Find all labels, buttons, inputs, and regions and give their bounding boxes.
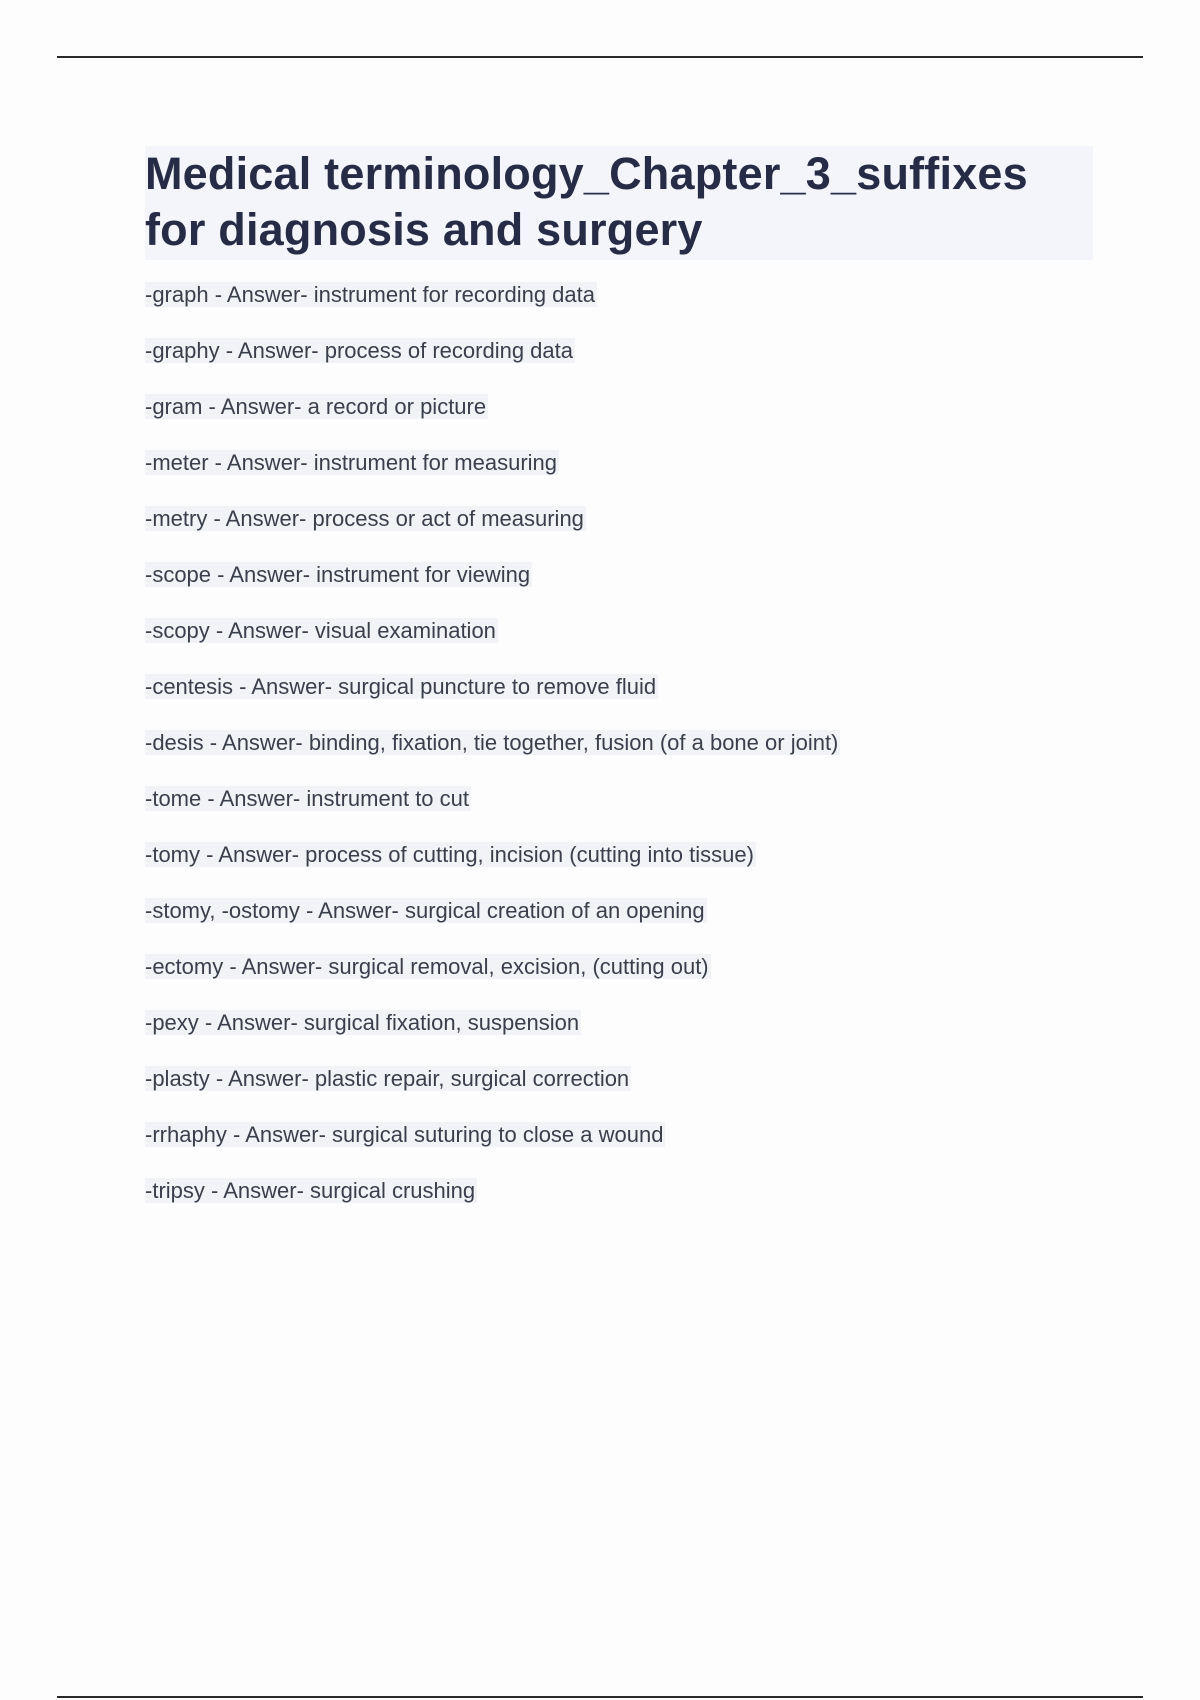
document-title: Medical terminology_Chapter_3_suffixes for diagnosis and surgery bbox=[145, 146, 1093, 260]
list-item bbox=[145, 952, 1093, 1008]
list-item bbox=[145, 616, 1093, 672]
term-definition: -tome - Answer- instrument to cut bbox=[145, 786, 469, 811]
list-item bbox=[145, 1120, 1093, 1176]
term-definition: -desis - Answer- binding, fixation, tie together, fusion (of a bone or joint) bbox=[145, 730, 839, 755]
top-divider bbox=[57, 56, 1143, 58]
list-item bbox=[145, 728, 1093, 784]
list-item bbox=[145, 560, 1093, 616]
list-item bbox=[145, 336, 1093, 392]
list-item bbox=[145, 1064, 1093, 1120]
list-item bbox=[145, 504, 1093, 560]
list-item bbox=[145, 1176, 1093, 1232]
term-definition: -tripsy - Answer- surgical crushing bbox=[145, 1178, 476, 1203]
document-content bbox=[145, 146, 1093, 1232]
list-item bbox=[145, 840, 1093, 896]
term-definition: -plasty - Answer- plastic repair, surgical correction bbox=[145, 1066, 630, 1091]
list-item bbox=[145, 896, 1093, 952]
list-item bbox=[145, 392, 1093, 448]
term-definition: -tomy - Answer- process of cutting, incision (cutting into tissue) bbox=[145, 842, 754, 867]
term-definition: -stomy, -ostomy - Answer- surgical creation of an opening bbox=[145, 898, 705, 923]
term-definition: -metry - Answer- process or act of measuring bbox=[145, 506, 584, 531]
term-definition: -rrhaphy - Answer- surgical suturing to close a wound bbox=[145, 1122, 664, 1147]
term-list bbox=[145, 280, 1093, 1232]
bottom-divider bbox=[57, 1696, 1143, 1698]
list-item bbox=[145, 1008, 1093, 1064]
list-item bbox=[145, 280, 1093, 336]
term-definition: -meter - Answer- instrument for measuring bbox=[145, 450, 558, 475]
term-definition: -graph - Answer- instrument for recording data bbox=[145, 282, 595, 307]
term-definition: -ectomy - Answer- surgical removal, excision, (cutting out) bbox=[145, 954, 709, 979]
term-definition: -pexy - Answer- surgical fixation, suspension bbox=[145, 1010, 580, 1035]
term-definition: -scope - Answer- instrument for viewing bbox=[145, 562, 531, 587]
term-definition: -gram - Answer- a record or picture bbox=[145, 394, 487, 419]
list-item bbox=[145, 784, 1093, 840]
list-item bbox=[145, 448, 1093, 504]
list-item bbox=[145, 672, 1093, 728]
term-definition: -scopy - Answer- visual examination bbox=[145, 618, 496, 643]
term-definition: -centesis - Answer- surgical puncture to remove fluid bbox=[145, 674, 657, 699]
term-definition: -graphy - Answer- process of recording data bbox=[145, 338, 573, 363]
